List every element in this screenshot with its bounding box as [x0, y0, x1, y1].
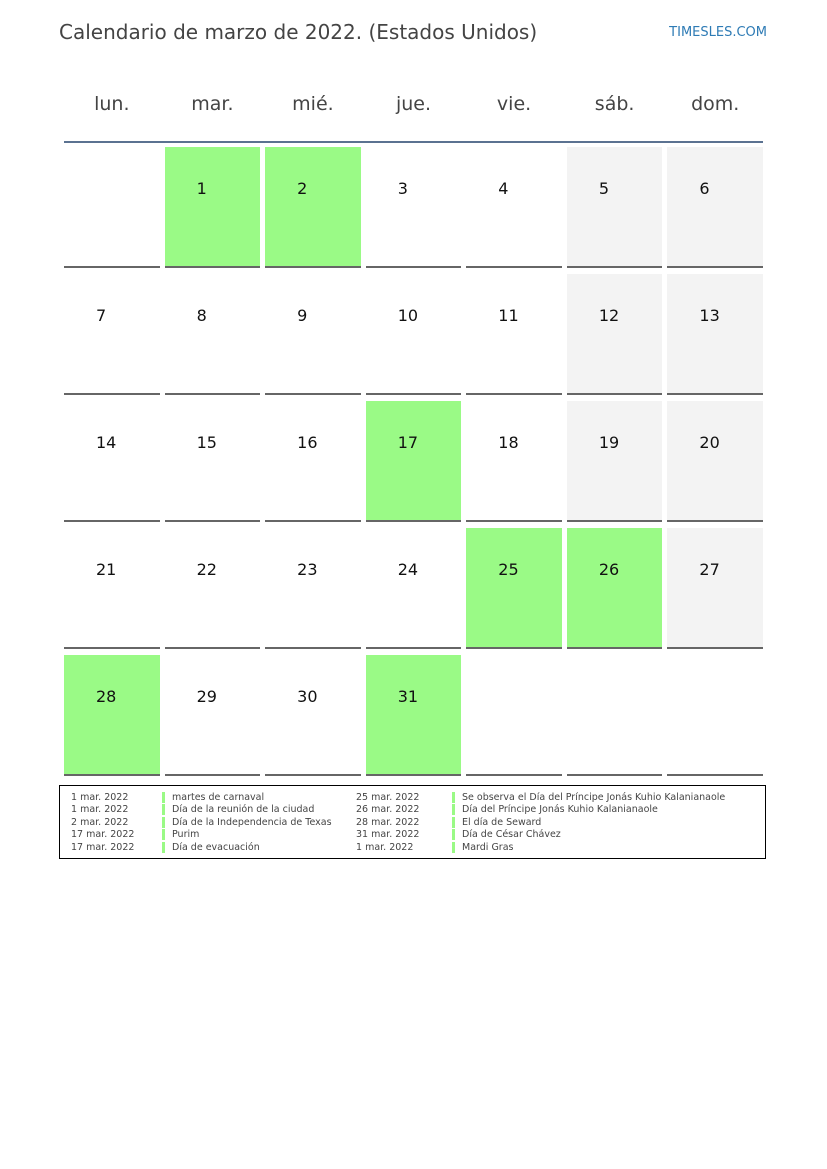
- day-cell[interactable]: [466, 401, 562, 522]
- holiday-date: 28 mar. 2022: [356, 816, 420, 828]
- day-number: 4: [498, 179, 509, 198]
- day-number: 13: [699, 306, 720, 325]
- day-cell[interactable]: [366, 528, 462, 649]
- day-cell[interactable]: [64, 401, 160, 522]
- day-number: 12: [598, 306, 620, 325]
- page-title: Calendario de marzo de 2022. (Estados Unidos): [59, 20, 538, 44]
- day-cell[interactable]: [466, 528, 562, 649]
- empty-day-cell: [667, 655, 763, 776]
- day-cell[interactable]: [567, 274, 663, 395]
- day-number: 7: [96, 306, 107, 325]
- day-cell[interactable]: [64, 528, 160, 649]
- holiday-name: El día de Seward: [452, 817, 541, 828]
- day-cell[interactable]: [366, 655, 462, 776]
- day-number: 6: [699, 179, 710, 198]
- day-number: 3: [397, 179, 408, 198]
- day-number: 1: [196, 179, 207, 198]
- day-number: 10: [397, 306, 419, 325]
- day-number: 18: [498, 433, 519, 452]
- day-number: 30: [297, 687, 318, 706]
- weekday-label: lun.: [94, 93, 130, 115]
- empty-day-cell: [64, 147, 160, 268]
- day-number: 21: [96, 560, 117, 579]
- day-cell[interactable]: [265, 274, 361, 395]
- holiday-date: 26 mar. 2022: [356, 804, 420, 816]
- holiday-name: Día de César Chávez: [452, 829, 561, 840]
- day-cell[interactable]: [567, 528, 663, 649]
- holiday-name: Día del Príncipe Jonás Kuhio Kalanianaole: [452, 804, 658, 815]
- day-cell[interactable]: [466, 147, 562, 268]
- holiday-date: 31 mar. 2022: [356, 829, 420, 841]
- day-cell[interactable]: [567, 147, 663, 268]
- day-number: 28: [96, 687, 117, 706]
- day-number: 14: [96, 433, 117, 452]
- holiday-name: Se observa el Día del Príncipe Jonás Kuhio Kalanianaole: [452, 792, 725, 803]
- empty-day-cell: [466, 655, 562, 776]
- day-number: 26: [598, 560, 620, 579]
- day-cell[interactable]: [366, 147, 462, 268]
- day-cell[interactable]: [667, 147, 763, 268]
- holiday-date: 1 mar. 2022: [71, 804, 129, 816]
- day-cell[interactable]: [667, 401, 763, 522]
- empty-day-cell: [567, 655, 663, 776]
- day-cell[interactable]: [265, 655, 361, 776]
- day-cell[interactable]: [64, 274, 160, 395]
- day-cell[interactable]: [265, 528, 361, 649]
- day-cell[interactable]: [366, 401, 462, 522]
- day-cell[interactable]: [567, 401, 663, 522]
- day-cell[interactable]: [165, 528, 261, 649]
- day-number: 19: [598, 433, 620, 452]
- day-cell[interactable]: [265, 401, 361, 522]
- calendar: [64, 68, 763, 782]
- weekday-label: vie.: [496, 93, 532, 115]
- day-number: 29: [196, 687, 217, 706]
- day-grid: [64, 147, 763, 782]
- day-cell[interactable]: [466, 274, 562, 395]
- day-number: 16: [297, 433, 318, 452]
- holiday-date: 2 mar. 2022: [71, 816, 129, 828]
- day-cell[interactable]: [265, 147, 361, 268]
- day-number: 5: [598, 179, 610, 198]
- day-cell[interactable]: [667, 528, 763, 649]
- day-number: 2: [297, 179, 308, 198]
- day-cell[interactable]: [64, 655, 160, 776]
- day-cell[interactable]: [366, 274, 462, 395]
- holiday-date: 25 mar. 2022: [356, 792, 420, 803]
- day-number: 27: [699, 560, 720, 579]
- holiday-name: Día de evacuación: [162, 842, 260, 853]
- holiday-date: 1 mar. 2022: [71, 792, 129, 803]
- day-cell[interactable]: [667, 274, 763, 395]
- weekday-header-row: [64, 68, 763, 143]
- day-number: 15: [196, 433, 217, 452]
- holiday-name: Día de la Independencia de Texas: [162, 817, 332, 828]
- day-number: 8: [196, 306, 207, 325]
- holiday-date: 1 mar. 2022: [356, 841, 414, 853]
- holiday-date: 17 mar. 2022: [71, 829, 135, 841]
- day-number: 23: [297, 560, 318, 579]
- day-cell[interactable]: [165, 401, 261, 522]
- day-number: 22: [196, 560, 217, 579]
- holiday-name: Purim: [162, 829, 199, 840]
- day-cell[interactable]: [165, 147, 261, 268]
- day-number: 17: [397, 433, 419, 452]
- holiday-legend: [59, 785, 766, 859]
- day-cell[interactable]: [165, 274, 261, 395]
- day-number: 20: [699, 433, 720, 452]
- weekday-label: sáb.: [594, 93, 635, 115]
- holiday-date: 17 mar. 2022: [71, 841, 135, 853]
- day-number: 31: [397, 687, 419, 706]
- weekday-label: mar.: [191, 93, 234, 115]
- holiday-name: Día de la reunión de la ciudad: [162, 804, 314, 815]
- holiday-name: martes de carnaval: [162, 792, 264, 803]
- day-number: 11: [498, 306, 519, 325]
- day-number: 25: [498, 560, 519, 579]
- weekday-label: dom.: [691, 93, 740, 115]
- weekday-label: jue.: [395, 93, 432, 115]
- day-cell[interactable]: [165, 655, 261, 776]
- day-number: 9: [297, 306, 308, 325]
- brand-link[interactable]: TIMESLES.COM: [669, 25, 767, 40]
- weekday-label: mié.: [292, 93, 334, 115]
- holiday-name: Mardi Gras: [452, 842, 514, 853]
- day-number: 24: [397, 560, 419, 579]
